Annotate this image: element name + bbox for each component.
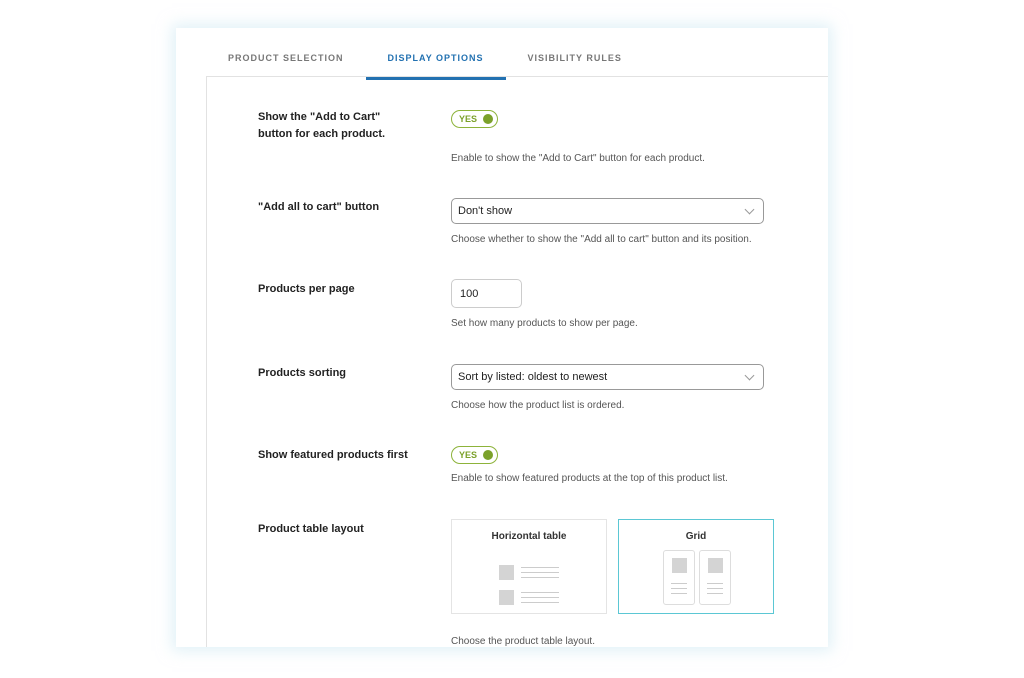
chevron-down-icon (745, 370, 755, 380)
sorting-select[interactable] (451, 364, 764, 390)
setting-label: Products sorting (258, 367, 347, 379)
setting-label: Show the "Add to Cart" button for each product. (258, 111, 386, 140)
add-all-select[interactable] (451, 198, 764, 224)
tab-product-selection[interactable]: PRODUCT SELECTION (228, 53, 344, 63)
setting-label: Show featured products first (258, 449, 408, 461)
setting-description: Choose whether to show the "Add all to cart" button and its position. (451, 234, 752, 245)
setting-label: "Add all to cart" button (258, 201, 380, 213)
per-page-input[interactable]: 100 (451, 279, 522, 308)
add-to-cart-toggle[interactable] (451, 110, 498, 128)
setting-label: Products per page (258, 283, 355, 295)
toggle-knob (483, 450, 493, 460)
featured-toggle[interactable] (451, 446, 498, 464)
display-options-panel (206, 76, 828, 647)
tab-visibility-rules[interactable]: VISIBILITY RULES (527, 53, 622, 63)
tab-bar (206, 28, 644, 76)
toggle-knob (483, 114, 493, 124)
setting-description: Choose how the product list is ordered. (451, 400, 625, 411)
setting-description: Enable to show featured products at the top of this product list. (451, 473, 728, 484)
select-value: Don't show (458, 205, 513, 217)
setting-description: Choose the product table layout. (451, 636, 595, 647)
option-label: Grid (685, 531, 707, 542)
setting-description: Set how many products to show per page. (451, 318, 638, 329)
setting-description: Enable to show the "Add to Cart" button for each product. (451, 153, 705, 164)
setting-label: Product table layout (258, 523, 364, 535)
select-value: Sort by listed: oldest to newest (458, 371, 608, 383)
chevron-down-icon (745, 204, 755, 214)
toggle-label: YES (459, 114, 478, 124)
tab-display-options[interactable]: DISPLAY OPTIONS (366, 28, 506, 78)
layout-option-horizontal[interactable] (451, 519, 607, 614)
toggle-label: YES (459, 450, 478, 460)
layout-option-grid[interactable] (618, 519, 774, 614)
option-label: Horizontal table (491, 531, 567, 542)
settings-card (176, 28, 828, 647)
